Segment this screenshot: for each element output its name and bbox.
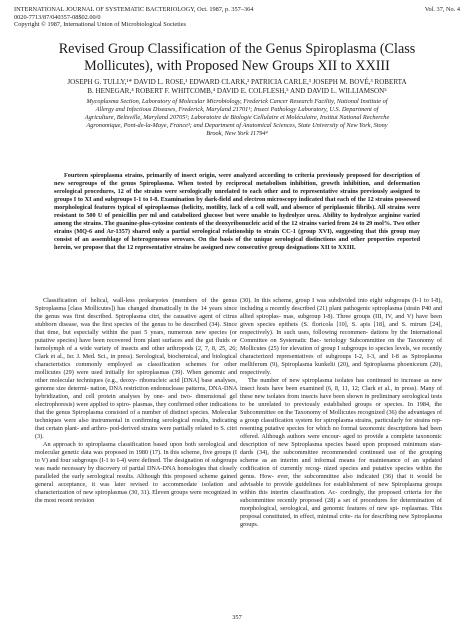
- author-line: JOSEPH G. TULLY,¹* DAVID L. ROSE,¹ EDWARD CLARK,² PATRICIA CARLE,³ JOSEPH M. BOVÉ,³ ROBERTA: [67, 78, 407, 86]
- abstract-line: designations XII to XXIII.: [286, 243, 356, 251]
- body-text-line: DNA-DNA homologies that closely paralleled the early: [35, 465, 237, 481]
- body-text-line: 1984, the Subcommittee on the Taxonomy of Mollicutes: [240, 401, 443, 417]
- body-text-line: The number of new spiroplasma isolates has continued to: [248, 377, 399, 385]
- body-text-line: serological results. Although this proposed scheme gained: [87, 473, 237, 481]
- body-paragraph: [35, 441, 237, 505]
- body-text-line: subgroups (I-1 to I-8), including a recently described (21): [240, 297, 443, 313]
- body-text-line: commonly employed as classification schemes for other: [75, 361, 237, 369]
- issn-line: 0020-7713/87/040357-08$02.00/0: [14, 13, 101, 21]
- body-text-line: When genomic and other molecular techniques (e.g., deoxy-: [35, 369, 238, 385]
- body-text-line: dramatically in the 14 years since the genus was first: [35, 305, 237, 321]
- body-text-line: dations by the International Committee on Systematic Bac-: [240, 329, 442, 345]
- body-text-line: Spiroplasma species based upon proposed minimum stan-: [291, 441, 442, 449]
- body-text-line: dimensional gel electrophoresis) were applied to spiro-: [35, 393, 237, 409]
- body-paragraph: [35, 297, 237, 441]
- body-column-right: [240, 297, 442, 529]
- abstract-line: to I-8. Examination by dark-field and electron microscopy indicated that each of the 12 strains possessed: [143, 195, 420, 203]
- body-text-line: Spiroplasma consisted of a number of distinct species.: [72, 409, 210, 417]
- body-text-line: descriptions had been offered. Although authors were encour-: [240, 425, 443, 441]
- body-text-line: both serological and molecular genetic data was proposed in: [35, 441, 238, 457]
- body-text-line: Classification of helical, wall-less prokaryotes (members: [43, 297, 198, 304]
- affiliation-line: Mycoplasma Section, Laboratory of Molecular Microbiology, Frederick Cancer Research Facility, National Institute of: [86, 98, 388, 105]
- abstract: [54, 172, 420, 252]
- body-text-line: nized species and putative species within the genus. How-: [240, 465, 443, 481]
- abstract-line: Fourteen spiroplasma strains, primarily of insect origin, were analyzed according to criteria previously: [64, 172, 345, 179]
- body-text-line: Spiroplasma groups within this interim classification. Ac-: [240, 481, 443, 497]
- body-text-line: (2, 7, 8, 25, 26; Clark et al., Isr. J. Med. Sci., in press).: [35, 345, 238, 361]
- body-text-line: morphological, serological, and genomic features of new spi-: [240, 505, 400, 513]
- body-text-line: described. Spiroplasma citri, the causative agent of citrus: [87, 313, 238, 321]
- abstract-line: unrelated to each other and to representative strains previously assigned to groups I to XI and subgroups I-1: [54, 187, 420, 203]
- body-text-line: Molecular techniques were also instrumental in confirming: [35, 409, 238, 425]
- running-header: [14, 6, 460, 29]
- abstract-line: properties reported herein, we propose that the 12 representative strains be assigned new consecutive group: [54, 235, 421, 251]
- body-text-line: hemolymph of a wide variety of insects and other arthropods: [35, 345, 194, 353]
- page-number: 357: [232, 614, 242, 621]
- body-text-line: Serological, biochemical, and biological characteristics: [35, 353, 237, 369]
- body-text-line: of the genus Spiroplasma [class Mollicutes]) has changed: [35, 297, 238, 313]
- body-text-line: aged to provide a complete taxonomic description of new: [240, 433, 442, 449]
- affiliation-line: Agronomique, Pont-de-la-Maye, France³; and Department of Anatomical Sciences, State University of New York, Stony: [86, 121, 388, 129]
- body-text-line: subcommittee recently proposed (28) a set of procedures for determination of: [240, 497, 442, 505]
- body-text-line: given species epithets (S. floricola [10], S. apis [18], and S.: [240, 321, 407, 329]
- abstract-line: of an assemblage of heterogeneous serovars. On the basis of the unique serological distinctions and other: [74, 235, 365, 243]
- body-text-line: teriology Subcommittee on the Taxonomy of Mollicutes (25): [240, 337, 443, 353]
- abstract-line: proposed for description of new serogroups of the genus Spiroplasma. When tested by reciprocal metabolism: [54, 172, 421, 187]
- body-text-line: general acceptance, it was later revised to accommodate: [35, 481, 198, 489]
- body-text-line: serological results, indicating that certain plant- and arthro-: [35, 417, 238, 433]
- body-text-line: recently characterized representatives of subgroups I-2, I-3,: [240, 345, 443, 361]
- affiliation-line: Brook, New York 11794⁴: [206, 129, 268, 137]
- body-text-line: mollicutes (29) were used initially for spiroplasmas (39).: [35, 369, 184, 377]
- body-text-line: roplasmas. This proposal constituted, in effect, minimal crite-: [240, 505, 443, 521]
- volume-issue: Vol. 37, No. 4: [424, 6, 460, 13]
- body-text-line: increase as new insect hosts have been examined (6, 8, 11,: [240, 377, 442, 393]
- body-text-line: 5 years, numerous new species (or putative species) have: [35, 329, 237, 345]
- body-text-line: isolation and characterization of new spiroplasmas (30, 31).: [35, 481, 237, 497]
- journal-line: INTERNATIONAL JOURNAL OF SYSTEMATIC BACTERIOLOGY, Oct. 1987, p. 357–364: [14, 6, 254, 13]
- body-text-line: the grouping scheme as an interim and informal means for: [240, 449, 443, 465]
- author-list: [28, 78, 446, 95]
- abstract-line: hydrolyze urea. Ability to hydrolyze arginine varied among the strains. The guanine-plus-cytosine contents of the: [54, 211, 421, 227]
- body-text-line: subgroups was made necessary by discovery of partial: [35, 457, 237, 473]
- body-text-line: nation, DNA restriction endonuclease patterns, DNA-DNA: [90, 385, 238, 393]
- body-text-line: pod-derived strains were partially related to S. citri (3).: [35, 425, 237, 441]
- body-text-line: plasmas, they confirmed other indications that the genus: [35, 401, 237, 417]
- body-text-line: been recovered from plant surfaces and the gut fluids or: [93, 337, 237, 345]
- body-text-line: 12; Clark et al., in press). Many of these new isolates from: [240, 385, 443, 401]
- body-text-line: dards (34), the subcommittee recommended continued use of: [240, 449, 406, 457]
- body-text-line: resenting putative species for which no formal taxonomic: [240, 425, 386, 433]
- body-text-line: recognized (36) the advantages of a group classification: [240, 409, 442, 425]
- body-text-line: for elevation of group I subgroups to species levels, we: [280, 345, 421, 353]
- title-line-2: Mollicutes), with Proposed New Groups XII to XXIII: [84, 57, 390, 74]
- body-text-line: mirum [24], respectively). In such uses, following recommen-: [240, 321, 442, 337]
- affiliations: [28, 98, 446, 138]
- body-text-line: subgroups (I-1 to I-4) were defined. The designation of: [72, 457, 210, 465]
- body-text-line: ever, the subcommittee also indicated (36) that it would be: [277, 473, 442, 481]
- body-text-line: stubborn disease, was the first species of the genus to be: [35, 321, 182, 329]
- author-line: B. HENEGAR,⁴ ROBERT F. WHITCOMB,⁴ DAVID E. COLFLESH,⁵ AND DAVID L. WILLIAMSON⁵: [87, 86, 387, 95]
- article-title: [24, 41, 450, 74]
- body-text-line: and I-8 as Spiroplasma melliferum (9), Spiroplasma kunkelii: [240, 353, 443, 369]
- body-text-line: An approach to spiroplasma classification based upon: [43, 441, 183, 449]
- body-column-left: [35, 297, 237, 505]
- body-text-line: maintenance of an updated codification of currently recog-: [240, 457, 442, 473]
- title-line-1: Revised Group Classification of the Genus Spiroplasma (Class: [58, 41, 416, 57]
- abstract-line: deoxyribonucleic acid of the 12 strains varied from 24 to 29 mol%. Two other strains (MQ-6 and Ar-1357): [54, 219, 420, 235]
- abstract-line: morphological features typical of spiroplasmas (helicity, motility, lack of a cell wall, and absence of periplasmic: [54, 203, 355, 211]
- body-text-line: described (34). Since that time, but especially within the past: [35, 321, 238, 337]
- body-text-line: advisable to provide guidelines for establishment of new: [240, 481, 389, 489]
- abstract-line: shared only a partial serological relationship to strain CC-1 (group XVI), suggesting that this group may consist: [54, 227, 421, 243]
- body-text-line: be unrelated to previously established groups or species. In: [248, 401, 413, 409]
- body-text-line: ribonucleic acid [DNA] base analyses, genome size determi-: [35, 377, 238, 393]
- affiliation-line: Agriculture, Beltsville, Maryland 20705²; Laboratoire de Biologie Cellulaire et Moléculaire, Institut National Recherche: [84, 113, 390, 121]
- body-paragraph: [240, 297, 442, 377]
- body-text-line: system for spiroplasma strains, particularly for strains rep-: [295, 417, 443, 425]
- body-text-line: hybridization, and cell protein analyses by one- and two-: [35, 393, 193, 401]
- affiliation-line: Allergy and Infectious Diseases, Frederick, Maryland 21701¹; Insect Pathology Laboratory, U.S. Department of: [95, 105, 379, 113]
- body-paragraph: [240, 377, 442, 529]
- body-text-line: insects have been shown in preliminary serological tests to: [240, 393, 443, 409]
- body-text-line: 1980 (17). In this scheme, five groups (I to V) and four: [35, 449, 237, 465]
- abstract-line: fibrils). All strains were resistant to 500 U of penicillin per ml and catabolized glucose but were unable to: [54, 203, 420, 219]
- body-text-line: cordingly, the proposed criteria for the: [340, 489, 443, 497]
- body-text-line: plant pathogenic spiroplasma (strain P40 and allied spiroplas-: [240, 305, 443, 321]
- body-text-line: Eleven groups were recognized in the most recent revision: [35, 489, 238, 505]
- body-text-line: ria for describing new Spiroplasma groups.: [240, 513, 443, 529]
- copyright-line: Copyright © 1987, International Union of Microbiological Societies: [14, 21, 186, 28]
- body-text-line: mas, subgroup I-8). Three groups (III, IV, and V) have been: [283, 313, 442, 321]
- abstract-line: inhibition, growth inhibition, and deformation serological procedures, 12 of the strains were serologically: [54, 179, 421, 195]
- body-text-line: (30). In this scheme, group I was subdivided into eight: [240, 297, 383, 304]
- body-text-line: (20), and Spiroplasma phoeniceum (20), respectively.: [240, 361, 442, 377]
